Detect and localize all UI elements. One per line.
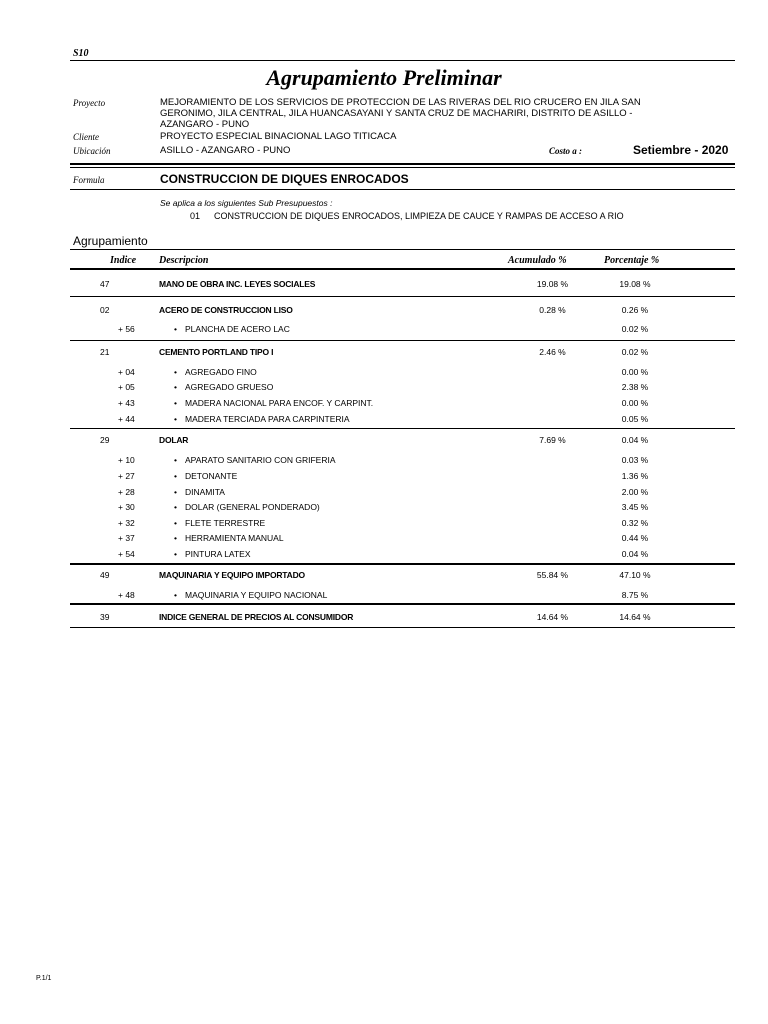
item-row xyxy=(70,518,735,532)
bullet: • xyxy=(174,414,177,424)
item-porcentaje: 0.00 % xyxy=(621,398,649,408)
bullet: • xyxy=(174,471,177,481)
group-row xyxy=(70,279,735,293)
bullet: • xyxy=(174,549,177,559)
bullet: • xyxy=(174,518,177,528)
item-code: + 37 xyxy=(118,533,135,543)
group-separator-rule xyxy=(70,296,735,297)
item-name: DINAMITA xyxy=(185,487,225,497)
page-title: Agrupamiento Preliminar xyxy=(266,65,502,90)
col-header-porcentaje: Porcentaje % xyxy=(604,255,660,266)
formula-label: Formula xyxy=(73,175,105,185)
item-row xyxy=(70,382,735,396)
proyecto-label: Proyecto xyxy=(73,98,106,108)
item-row xyxy=(70,367,735,381)
item-name: AGREGADO FINO xyxy=(185,367,257,377)
item-porcentaje: 0.04 % xyxy=(621,549,649,559)
costo-label: Costo a : xyxy=(549,146,583,156)
item-name: MAQUINARIA Y EQUIPO NACIONAL xyxy=(185,590,328,600)
group-code: 21 xyxy=(100,347,110,357)
proyecto-line-2: GERONIMO, JILA CENTRAL, JILA HUANCASAYANI Y SANTA CRUZ DE MACHARIRI, DISTRITO DE ASILLO - xyxy=(160,108,633,119)
group-row xyxy=(70,347,735,361)
subpresupuesto-name: CONSTRUCCION DE DIQUES ENROCADOS, LIMPIEZA DE CAUCE Y RAMPAS DE ACCESO A RIO xyxy=(214,211,624,221)
formula-value: CONSTRUCCION DE DIQUES ENROCADOS xyxy=(160,172,409,186)
item-row xyxy=(70,324,735,338)
formula-rule xyxy=(70,189,735,190)
group-acumulado: 14.64 % xyxy=(536,612,569,622)
group-row xyxy=(70,612,735,626)
item-code: + 43 xyxy=(118,398,135,408)
group-porcentaje: 14.64 % xyxy=(619,612,651,622)
item-row xyxy=(70,398,735,412)
item-code: + 04 xyxy=(118,367,135,377)
group-porcentaje: 0.02 % xyxy=(621,347,649,357)
group-code: 29 xyxy=(100,435,110,445)
col-header-rule xyxy=(70,268,735,270)
group-name: CEMENTO PORTLAND TIPO I xyxy=(159,347,274,357)
group-code: 49 xyxy=(100,570,110,580)
software-label: S10 xyxy=(73,48,89,59)
item-row xyxy=(70,502,735,516)
group-acumulado: 0.28 % xyxy=(539,305,566,315)
item-row xyxy=(70,533,735,547)
group-row xyxy=(70,435,735,449)
bullet: • xyxy=(174,382,177,392)
item-porcentaje: 0.32 % xyxy=(621,518,649,528)
bullet: • xyxy=(174,487,177,497)
bullet: • xyxy=(174,324,177,334)
item-code: + 54 xyxy=(118,549,135,559)
item-code: + 44 xyxy=(118,414,135,424)
group-separator-rule xyxy=(70,627,735,628)
item-code: + 10 xyxy=(118,455,135,465)
item-porcentaje: 0.44 % xyxy=(621,533,649,543)
item-code: + 28 xyxy=(118,487,135,497)
ubicacion-value: ASILLO - AZANGARO - PUNO xyxy=(160,145,291,156)
group-code: 39 xyxy=(100,612,110,622)
applies-text: Se aplica a los siguientes Sub Presupuestos : xyxy=(160,198,333,208)
group-porcentaje: 47.10 % xyxy=(619,570,651,580)
header-double-rule-1 xyxy=(70,163,735,165)
group-name: INDICE GENERAL DE PRECIOS AL CONSUMIDOR xyxy=(159,612,354,622)
group-code: 02 xyxy=(100,305,110,315)
item-row xyxy=(70,414,735,428)
group-acumulado: 55.84 % xyxy=(536,570,569,580)
group-separator-rule xyxy=(70,563,735,565)
group-row xyxy=(70,570,735,584)
group-separator-rule xyxy=(70,340,735,341)
top-rule xyxy=(70,60,735,61)
group-porcentaje: 19.08 % xyxy=(619,279,651,289)
group-name: MAQUINARIA Y EQUIPO IMPORTADO xyxy=(159,570,305,580)
group-acumulado: 19.08 % xyxy=(536,279,569,289)
item-row xyxy=(70,487,735,501)
page-number: P.1/1 xyxy=(36,975,52,982)
item-name: MADERA TERCIADA PARA CARPINTERIA xyxy=(185,414,350,424)
col-header-indice: Indice xyxy=(110,255,137,266)
costo-fecha: Setiembre - 2020 xyxy=(633,143,729,157)
header-double-rule-2 xyxy=(70,167,735,168)
section-title: Agrupamiento xyxy=(73,234,148,248)
group-separator-rule xyxy=(70,603,735,605)
item-porcentaje: 0.02 % xyxy=(621,324,649,334)
item-code: + 32 xyxy=(118,518,135,528)
bullet: • xyxy=(174,590,177,600)
bullet: • xyxy=(174,367,177,377)
item-porcentaje: 0.03 % xyxy=(621,455,649,465)
item-name: DOLAR (GENERAL PONDERADO) xyxy=(185,502,320,512)
group-row xyxy=(70,305,735,319)
bullet: • xyxy=(174,533,177,543)
proyecto-line-1: MEJORAMIENTO DE LOS SERVICIOS DE PROTECCION DE LAS RIVERAS DEL RIO CRUCERO EN JILA SAN xyxy=(160,97,641,108)
item-name: FLETE TERRESTRE xyxy=(185,518,266,528)
item-porcentaje: 2.00 % xyxy=(621,487,649,497)
cliente-value: PROYECTO ESPECIAL BINACIONAL LAGO TITICACA xyxy=(160,131,397,142)
item-name: DETONANTE xyxy=(185,471,238,481)
item-name: AGREGADO GRUESO xyxy=(185,382,274,392)
item-code: + 27 xyxy=(118,471,135,481)
group-porcentaje: 0.26 % xyxy=(621,305,649,315)
item-row xyxy=(70,549,735,563)
item-name: APARATO SANITARIO CON GRIFERIA xyxy=(185,455,336,465)
col-header-descripcion: Descripcion xyxy=(159,255,209,266)
item-name: MADERA NACIONAL PARA ENCOF. Y CARPINT. xyxy=(185,398,374,408)
item-porcentaje: 8.75 % xyxy=(621,590,649,600)
item-name: PLANCHA DE ACERO LAC xyxy=(185,324,290,334)
group-code: 47 xyxy=(100,279,110,289)
item-name: HERRAMIENTA MANUAL xyxy=(185,533,284,543)
group-separator-rule xyxy=(70,428,735,429)
item-code: + 30 xyxy=(118,502,135,512)
group-acumulado: 2.46 % xyxy=(539,347,566,357)
item-row xyxy=(70,590,735,604)
item-porcentaje: 3.45 % xyxy=(621,502,649,512)
bullet: • xyxy=(174,398,177,408)
item-porcentaje: 1.36 % xyxy=(621,471,649,481)
proyecto-line-3: AZANGARO - PUNO xyxy=(160,119,250,130)
item-porcentaje: 0.00 % xyxy=(621,367,649,377)
item-code: + 48 xyxy=(118,590,135,600)
item-code: + 05 xyxy=(118,382,135,392)
cliente-label: Cliente xyxy=(73,132,99,142)
group-name: MANO DE OBRA INC. LEYES SOCIALES xyxy=(159,279,316,289)
item-row xyxy=(70,455,735,469)
group-name: ACERO DE CONSTRUCCION LISO xyxy=(159,305,293,315)
group-porcentaje: 0.04 % xyxy=(621,435,649,445)
section-rule xyxy=(70,249,735,250)
item-name: PINTURA LATEX xyxy=(185,549,251,559)
group-name: DOLAR xyxy=(159,435,189,445)
subpresupuesto-number: 01 xyxy=(190,211,201,221)
bullet: • xyxy=(174,502,177,512)
item-row xyxy=(70,471,735,485)
bullet: • xyxy=(174,455,177,465)
ubicacion-label: Ubicación xyxy=(73,146,111,156)
item-code: + 56 xyxy=(118,324,135,334)
group-acumulado: 7.69 % xyxy=(539,435,566,445)
item-porcentaje: 2.38 % xyxy=(621,382,649,392)
item-porcentaje: 0.05 % xyxy=(621,414,649,424)
col-header-acumulado: Acumulado % xyxy=(508,255,567,266)
